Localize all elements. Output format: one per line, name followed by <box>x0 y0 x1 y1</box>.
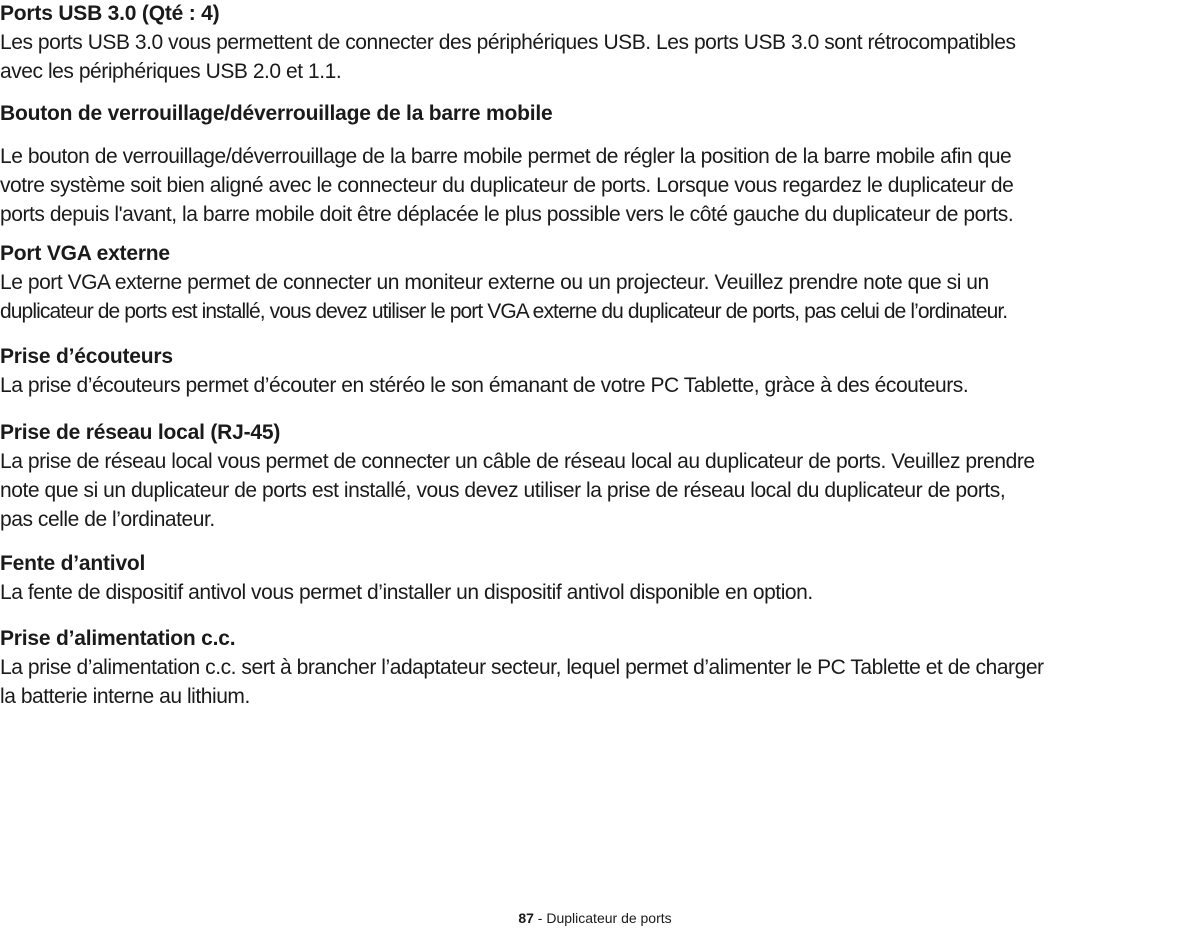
body-line: La fente de dispositif antivol vous permet d’installer un dispositif antivol disponible en option. <box>0 581 813 604</box>
section-vga-port <box>0 240 1007 326</box>
section-heading: Prise d’alimentation c.c. <box>0 627 236 650</box>
section-usb-ports <box>0 0 1016 86</box>
section-heading: Bouton de verrouillage/déverrouillage de la barre mobile <box>0 102 553 125</box>
section-lan-jack <box>0 419 1035 534</box>
section-body <box>0 578 813 607</box>
body-line: Le bouton de verrouillage/déverrouillage de la barre mobile permet de régler la position de la barre mobile afin que <box>0 145 1012 168</box>
section-security-slot <box>0 550 813 607</box>
body-line: La prise d’écouteurs permet d’écouter en stéréo le son émanant de votre PC Tablette, gràce à des écouteurs. <box>0 374 969 397</box>
section-body <box>0 28 1016 86</box>
body-line: ports depuis l'avant, la barre mobile doit être déplacée le plus possible vers le côté gauche du duplicateur de ports. <box>0 203 1014 226</box>
body-line: la batterie interne au lithium. <box>0 685 250 708</box>
section-body <box>0 142 1013 229</box>
body-line: Le port VGA externe permet de connecter un moniteur externe ou un projecteur. Veuillez prendre note que si un <box>0 271 989 294</box>
body-line: La prise d’alimentation c.c. sert à brancher l’adaptateur secteur, lequel permet d’alimenter le PC Tablette et de charger <box>0 656 1044 679</box>
body-line: La prise de réseau local vous permet de connecter un câble de réseau local au duplicateur de ports. Veuillez prendre <box>0 450 1035 473</box>
section-body <box>0 653 1044 711</box>
body-line: note que si un duplicateur de ports est installé, vous devez utiliser la prise de réseau local du duplicateur de ports, <box>0 479 1006 502</box>
section-dc-power <box>0 625 1044 711</box>
section-body <box>0 447 1035 534</box>
section-heading: Prise de réseau local (RJ-45) <box>0 421 281 444</box>
section-body <box>0 371 968 400</box>
section-body <box>0 268 1007 326</box>
body-line: duplicateur de ports est installé, vous devez utiliser le port VGA externe du duplicateur de ports, pas celui de l’ordinateur. <box>0 300 1008 323</box>
section-heading: Fente d’antivol <box>0 552 146 575</box>
body-line: Les ports USB 3.0 vous permettent de connecter des périphériques USB. Les ports USB 3.0 sont rétrocompatibles <box>0 31 1016 54</box>
footer-title: Duplicateur de ports <box>546 910 672 926</box>
page-number: 87 <box>518 910 534 926</box>
body-line: avec les périphériques USB 2.0 et 1.1. <box>0 60 342 83</box>
section-headphone-jack <box>0 343 968 400</box>
section-heading: Prise d’écouteurs <box>0 345 173 368</box>
page-footer <box>0 909 1190 927</box>
section-heading: Ports USB 3.0 (Qté : 4) <box>0 2 220 25</box>
section-lock-button <box>0 100 1013 229</box>
footer-separator: - <box>533 910 547 926</box>
body-line: pas celle de l’ordinateur. <box>0 508 215 531</box>
section-heading: Port VGA externe <box>0 242 170 265</box>
body-line: votre système soit bien aligné avec le connecteur du duplicateur de ports. Lorsque vous regardez le duplicateur de <box>0 174 1014 197</box>
